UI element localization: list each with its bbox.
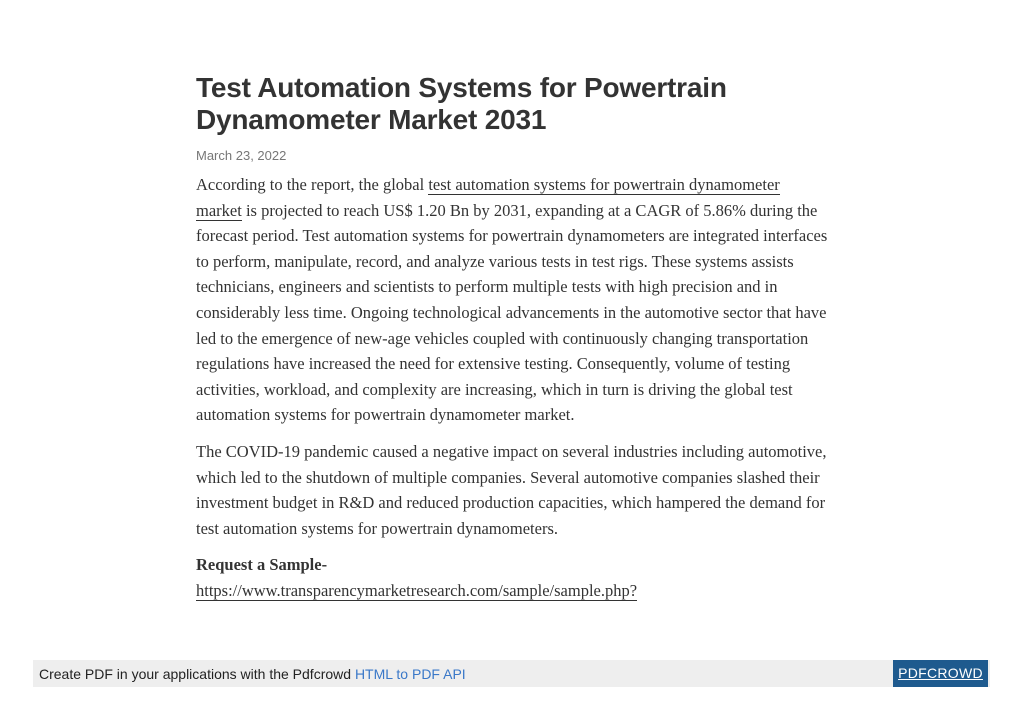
html-to-pdf-link[interactable]: HTML to PDF API	[354, 666, 466, 682]
paragraph-covid: The COVID-19 pandemic caused a negative impact on several industries including automotive, which led to the shutdown of multiple companies. Several automotive companies slashed their investment budget in R&D and reduced production capacities, which hampered the demand for test automation systems for powertrain dynamometers.	[196, 441, 827, 538]
pdfcrowd-footer	[33, 660, 990, 687]
footer-message: Create PDF in your applications with the Pdfcrowd	[39, 666, 355, 682]
paragraph-intro	[196, 172, 828, 428]
publish-date: March 23, 2022	[196, 148, 287, 163]
title-line-2: Dynamometer Market 2031	[196, 104, 547, 135]
page-title	[196, 72, 828, 136]
intro-text-rest: is projected to reach US$ 1.20 Bn by 2031, expanding at a CAGR of 5.86% during the forecast period. Test automation systems for powertrain dynamometers are integrated interfaces to perform, manipulate, record, and analyze various tests in test rigs. These systems assists technicians, engineers and scientists to perform multiple tests with high precision and in considerably less time. Ongoing technological advancements in the automotive sector that have led to the emergence of new-age vehicles coupled with continuously changing transportation regulations have increased the need for extensive testing. Consequently, volume of testing activities, workload, and complexity are increasing, which in turn is driving the global test automation systems for powertrain dynamometer market.	[196, 200, 828, 425]
footer-text	[39, 666, 466, 682]
sample-link[interactable]: https://www.transparencymarketresearch.com/sample/sample.php?	[196, 580, 638, 600]
sample-label: Request a Sample-	[196, 555, 328, 575]
article	[196, 72, 828, 604]
market-report-link[interactable]: test automation systems for powertrain dynamometer market	[196, 175, 780, 220]
intro-text-start: According to the report, the global	[196, 175, 429, 194]
pdfcrowd-brand-button[interactable]: PDFCROWD	[893, 660, 988, 687]
title-line-1: Test Automation Systems for Powertrain	[196, 72, 727, 103]
sample-request	[196, 552, 828, 603]
